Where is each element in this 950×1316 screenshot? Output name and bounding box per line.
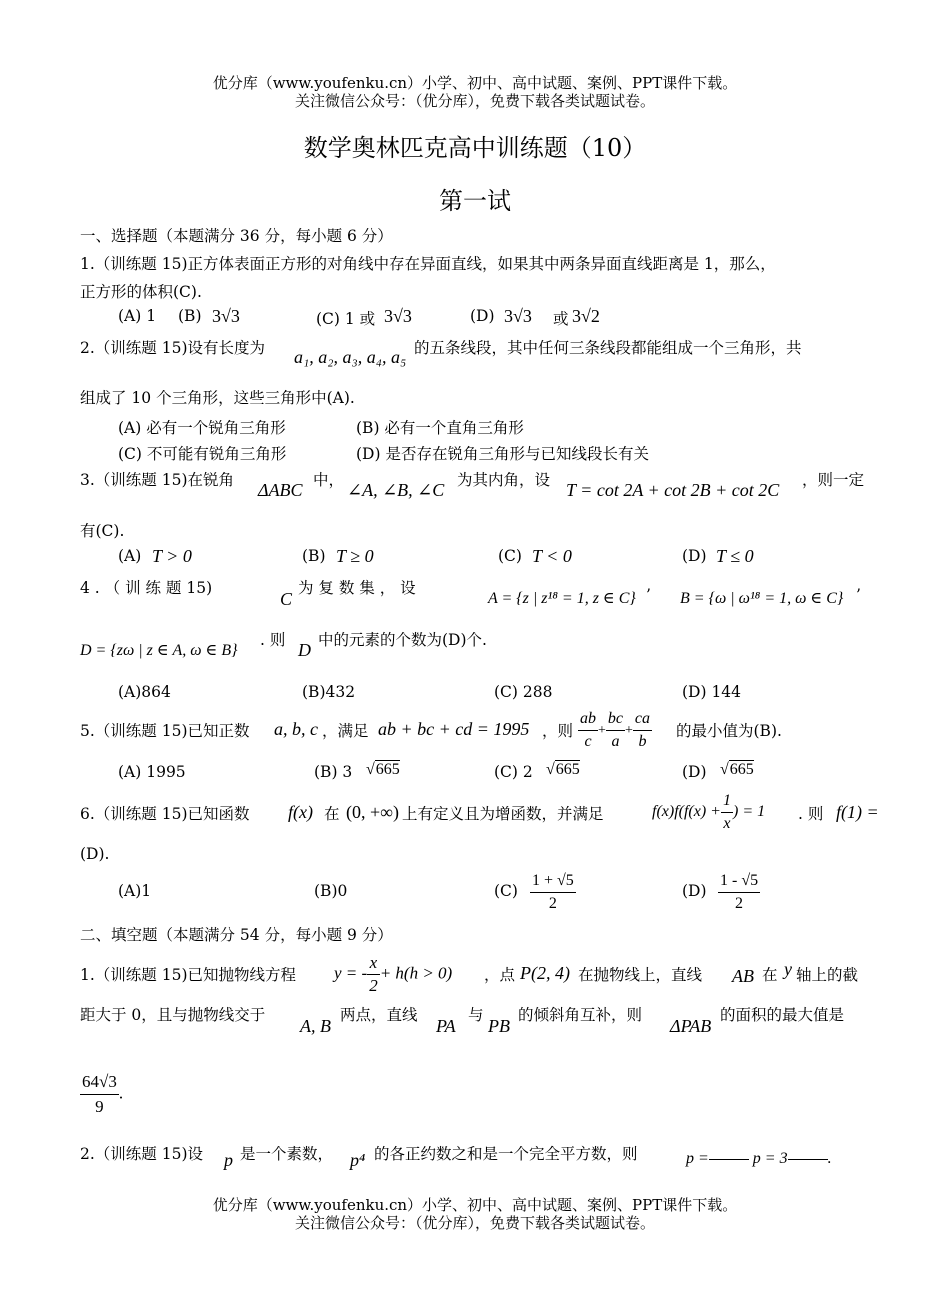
q3-post: ，则一定: [802, 471, 865, 489]
s2q1-parabola: y = - $\frac{x}{2}$ + h(h > 0): [334, 953, 453, 995]
q3-option-b: (B): [302, 547, 326, 565]
q1-line2: 正方形的体积(C).: [80, 283, 202, 301]
s2q1-pre: 1.（训练题 15)已知抛物线方程: [80, 966, 296, 984]
q2-post: 的五条线段，其中任何三条线段都能组成一个三角形，共: [414, 339, 802, 357]
q6-math-interval: (0, +∞): [346, 802, 399, 822]
q2-math: a₁, a₂, a₃, a₄, a₅: [294, 347, 407, 367]
q2-option-c: (C) 不可能有锐角三角形: [118, 445, 287, 463]
section2-heading: 二、填空题（本题满分 54 分，每小题 9 分）: [80, 926, 393, 944]
section1-heading: 一、选择题（本题满分 36 分，每小题 6 分）: [80, 227, 393, 245]
q1-option-d: (D): [470, 307, 495, 325]
s2q1-PB: PB: [488, 1016, 510, 1036]
header-line-1: 优分库（www.youfenku.cn）小学、初中、高中试题、案例、PPT课件下载。: [212, 74, 738, 92]
q1-option-d-math2: 3√2: [572, 306, 600, 326]
q2-pre: 2.（训练题 15)设有长度为: [80, 339, 265, 357]
q3-option-c-math: T < 0: [532, 546, 572, 566]
q4-option-b: (B)432: [302, 683, 356, 701]
q2-option-b: (B) 必有一个直角三角形: [356, 419, 524, 437]
q1-line1: 1.（训练题 15)正方体表面正方形的对角线中存在异面直线，如果其中两条异面直线距离是 1，那么，: [80, 255, 776, 273]
s2q1-AB-points: A, B: [300, 1016, 331, 1036]
s2q1-mid1: ，点: [484, 966, 516, 984]
q4-option-d: (D) 144: [682, 683, 742, 701]
q2-option-d: (D) 是否存在锐角三角形与已知线段长有关: [356, 445, 649, 463]
s2q1-PA: PA: [436, 1016, 456, 1036]
q4-pre: 4 . （ 训 练 题 15): [80, 579, 213, 597]
s2q1-l2-mid1: 两点，直线: [340, 1006, 418, 1024]
q4-set-A: A = {z | z¹⁸ = 1, z ∈ C}: [488, 590, 636, 607]
q6-option-b: (B)0: [314, 882, 348, 900]
q4-option-a: (A)864: [118, 683, 171, 701]
q4-set-B: B = {ω | ω¹⁸ = 1, ω ∈ C}: [680, 590, 844, 607]
q4-comma-2: ’: [856, 586, 861, 604]
q6-option-c: (C): [494, 882, 518, 900]
s2q1-mid3: 在: [762, 966, 778, 984]
q5-option-c-math: √665: [546, 761, 580, 778]
q3-pre: 3.（训练题 15)在锐角: [80, 471, 234, 489]
q1-option-b-math: 3√3: [212, 306, 240, 326]
s2q1-l2-mid2: 与: [468, 1006, 484, 1024]
q3-mid2: 为其内角，设: [457, 471, 551, 489]
q4-set-D: D = {zω | z ∈ A, ω ∈ B}: [80, 642, 238, 659]
page-title: 数学奥林匹克高中训练题（10）: [303, 134, 647, 162]
s2q2-mid2: 的各正约数之和是一个完全平方数，则: [374, 1145, 638, 1163]
q5-pre: 5.（训练题 15)已知正数: [80, 722, 250, 740]
q3-math-angles: ∠A, ∠B, ∠C: [347, 480, 445, 500]
q4-mid: 为 复 数 集 ， 设: [298, 579, 416, 597]
q5-mid2: ，则: [542, 722, 574, 740]
q6-pre: 6.（训练题 15)已知函数: [80, 805, 250, 823]
s2q1-post: 轴上的截: [796, 966, 859, 984]
q6-equation: f(x)f(f(x) + $\frac{1}{x}$ ) = 1: [652, 790, 765, 835]
q1-option-d-or: 或: [553, 310, 569, 328]
q4-post: 中的元素的个数为(D)个.: [318, 631, 487, 649]
q5-math-condition: ab + bc + cd = 1995: [378, 719, 530, 739]
q5-option-d-math: √665: [720, 761, 754, 778]
q5-option-a: (A) 1995: [118, 763, 186, 781]
q1-option-d-math1: 3√3: [504, 306, 532, 326]
q3-option-b-math: T ≥ 0: [336, 546, 374, 566]
q5-mid: ，满足: [322, 722, 369, 740]
q4-math-C: C: [280, 589, 293, 609]
q6-mid3: . 则: [798, 805, 824, 823]
s2q1-y: y: [784, 959, 792, 979]
q6-frac: $\frac{1}{x}$: [722, 792, 731, 832]
q5-post: 的最小值为(B).: [676, 722, 782, 740]
q5-option-c: (C) 2: [494, 763, 533, 781]
q4-option-c: (C) 288: [494, 683, 553, 701]
q3-line2: 有(C).: [80, 522, 125, 540]
q4-mid2: . 则: [260, 631, 286, 649]
q6-option-d: (D): [682, 882, 707, 900]
s2q2-p4: p⁴: [350, 1150, 366, 1170]
q6-math-fx: f(x): [288, 802, 313, 822]
q3-option-d-math: T ≤ 0: [716, 546, 754, 566]
q5-option-b-math: √665: [366, 761, 400, 778]
footer-line-2: 关注微信公众号：（优分库），免费下载各类试题试卷。: [294, 1214, 655, 1232]
header-line-2: 关注微信公众号：（优分库），免费下载各类试题试卷。: [294, 92, 655, 110]
q5-option-d: (D): [682, 763, 707, 781]
q4-math-D: D: [298, 640, 311, 660]
q3-math-triangle: ΔABC: [258, 480, 303, 500]
q6-option-a: (A)1: [118, 882, 152, 900]
q6-option-c-frac: $\frac{1 + √5}{2}$: [532, 872, 574, 912]
q3-option-d: (D): [682, 547, 707, 565]
q1-option-a: (A) 1: [118, 307, 157, 325]
q6-math-f1: f(1) =: [836, 802, 879, 822]
s2q1-answer: $\frac{64√3}{9}$ .: [82, 1072, 124, 1116]
s2q2-p: p: [224, 1150, 233, 1170]
s2q2-mid1: 是一个素数，: [240, 1145, 334, 1163]
q3-option-a-math: T > 0: [152, 546, 192, 566]
q5-math-abc: a, b, c: [274, 719, 318, 739]
q1-option-c-math: 3√3: [384, 306, 412, 326]
q2-option-a: (A) 必有一个锐角三角形: [118, 419, 286, 437]
s2q1-l2-post: 的面积的最大值是: [720, 1006, 845, 1024]
q5-option-b: (B) 3: [314, 763, 353, 781]
q5-frac-1: $\frac{ab}{c}$: [580, 710, 596, 750]
q3-option-a: (A): [118, 547, 142, 565]
q3-math-T: T = cot 2A + cot 2B + cot 2C: [566, 480, 780, 500]
s2q1-point-P: P(2, 4): [520, 963, 570, 983]
q4-comma-1: ’: [646, 586, 651, 604]
s2q1-frac: $\frac{x}{2}$: [369, 953, 378, 995]
footer-line-1: 优分库（www.youfenku.cn）小学、初中、高中试题、案例、PPT课件下载。: [212, 1196, 738, 1214]
q3-option-c: (C): [498, 547, 522, 565]
q5-frac-3: $\frac{ca}{b}$: [634, 710, 651, 750]
s2q2-pre: 2.（训练题 15)设: [80, 1145, 203, 1163]
q2-line2: 组成了 10 个三角形，这些三角形中(A).: [80, 389, 355, 407]
q1-option-c: (C) 1 或: [316, 310, 376, 328]
q6-mid2: 上有定义且为增函数，并满足: [402, 805, 604, 823]
q5-fraction-sum: $\frac{ab}{c}$ + $\frac{bc}{a}$ + $\frac{ca}{b}$: [578, 708, 652, 753]
q1-option-b: (B): [178, 307, 202, 325]
s2q1-l2-pre: 距大于 0，且与抛物线交于: [80, 1006, 266, 1024]
s2q1-mid2: 在抛物线上，直线: [578, 966, 703, 984]
s2q2-answer: p = p = 3 .: [686, 1150, 832, 1167]
s2q1-AB: AB: [732, 966, 754, 986]
q3-mid1: 中，: [313, 471, 345, 489]
s2q1-triangle: ΔPAB: [670, 1016, 712, 1036]
q6-option-d-frac: $\frac{1 - √5}{2}$: [720, 872, 759, 912]
q5-frac-2: $\frac{bc}{a}$: [607, 710, 624, 750]
page-subtitle: 第一试: [439, 187, 511, 215]
s2q1-l2-mid3: 的倾斜角互补，则: [518, 1006, 643, 1024]
q6-line2: (D).: [80, 845, 110, 863]
q6-mid1: 在: [324, 805, 340, 823]
